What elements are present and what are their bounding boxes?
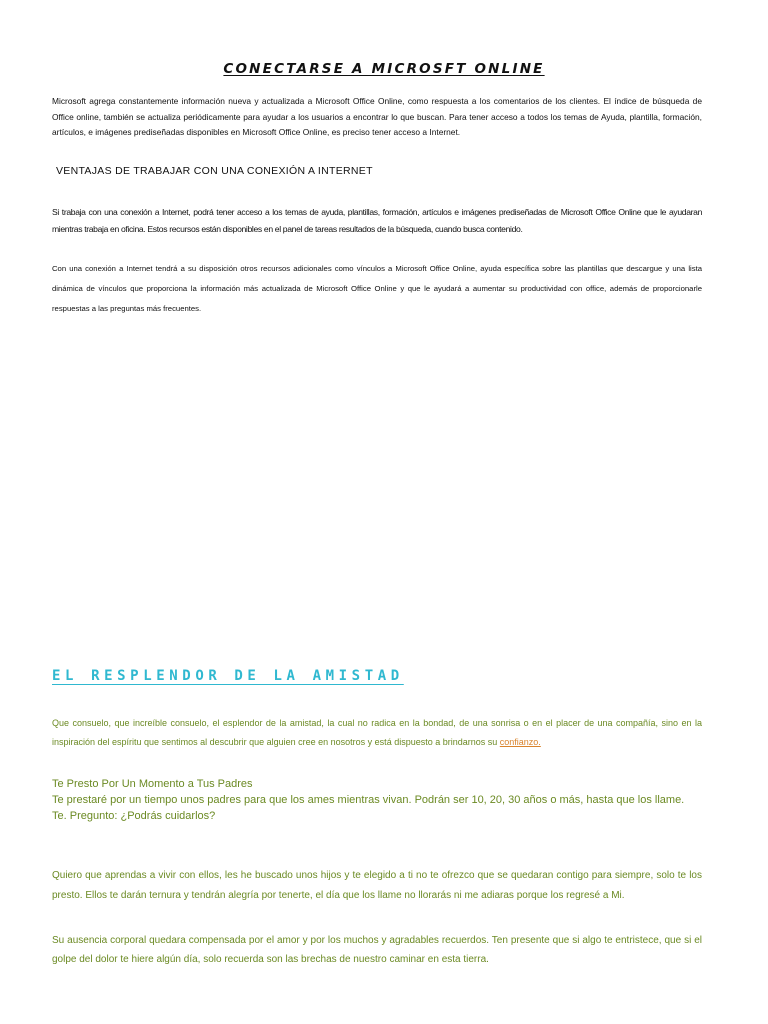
friendship-paragraph-3: Su ausencia corporal quedara compensada por el amor y por los muchos y agradables recuerdos. Ten presente que si algo te entristece, que si el golpe del dolor te hiere algún día, solo recuerda son las brechas de nuestro caminar en esta tierra. xyxy=(52,935,702,965)
friendship-intro-text: Que consuelo, que increíble consuelo, el esplendor de la amistad, la cual no radica en la bondad, de una sonrisa o en el placer de una compañía, sino en la inspiración del espíritu que sentimos al descubrir que alguien cree en nosotros y está dispuesto a brindarnos su xyxy=(52,718,702,747)
friendship-paragraph-2: Quiero que aprendas a vivir con ellos, les he buscado unos hijos y te elegido a ti no te ofrezco que se quedaran contigo para siempre, solo te los presto. Ellos te darán ternura y tendrán alegría por tenerte, el día que los llame no llorarás ni me adiaras porque los regresé a Mi. xyxy=(52,870,702,901)
poem-title-line: Te Presto Por Un Momento a Tus Padres xyxy=(52,778,253,790)
friendship-title: EL RESPLENDOR DE LA AMISTAD xyxy=(52,668,404,684)
document-title: CONECTARSE A MICROSFT ONLINE xyxy=(223,61,545,78)
friendship-intro-paragraph xyxy=(52,714,702,751)
advantages-paragraph: Si trabaja con una conexión a Internet, podrá tener acceso a los temas de ayuda, plantillas, formación, artículos e imágenes prediseñadas de Microsoft Office Online que le ayudaran mientras trabaja en oficina. Estos recursos están disponibles en el panel de tareas resultados de la búsqueda, cuando busca contenido. xyxy=(52,207,702,234)
intro-paragraph: Microsoft agrega constantemente información nueva y actualizada a Microsoft Office Online, como respuesta a los comentarios de los clientes. El índice de búsqueda de Office online, también se actualiza periódicamente para ayudar a los usuarios a encontrar lo que buscan. Para tener acceso a todos los temas de Ayuda, plantilla, formación, artículos, e imágenes prediseñadas disponibles en Microsoft Office Online, es preciso tener acceso a Internet. xyxy=(52,96,702,137)
confianza-link[interactable]: confianzo. xyxy=(499,736,541,747)
advantages-heading: VENTAJAS DE TRABAJAR CON UNA CONEXIÓN A INTERNET xyxy=(56,165,373,177)
connection-paragraph: Con una conexión a Internet tendrá a su disposición otros recursos adicionales como vínculos a Microsoft Office Online, ayuda específica sobre las plantillas que descargue y una lista dinámica de vínculos que proporciona la información más actualizada de Microsoft Office Online y que le ayudará a aumentar su productividad con office, además de proporcionarle respuestas a las preguntas más frecuentes. xyxy=(52,264,702,313)
poem-line: Te prestaré por un tiempo unos padres para que los ames mientras vivan. Podrán ser 10, 20, 30 años o más, hasta que los llame. xyxy=(52,794,685,807)
poem-question-line: Te. Pregunto: ¿Podrás cuidarlos? xyxy=(52,810,216,823)
poem-block xyxy=(52,776,712,825)
